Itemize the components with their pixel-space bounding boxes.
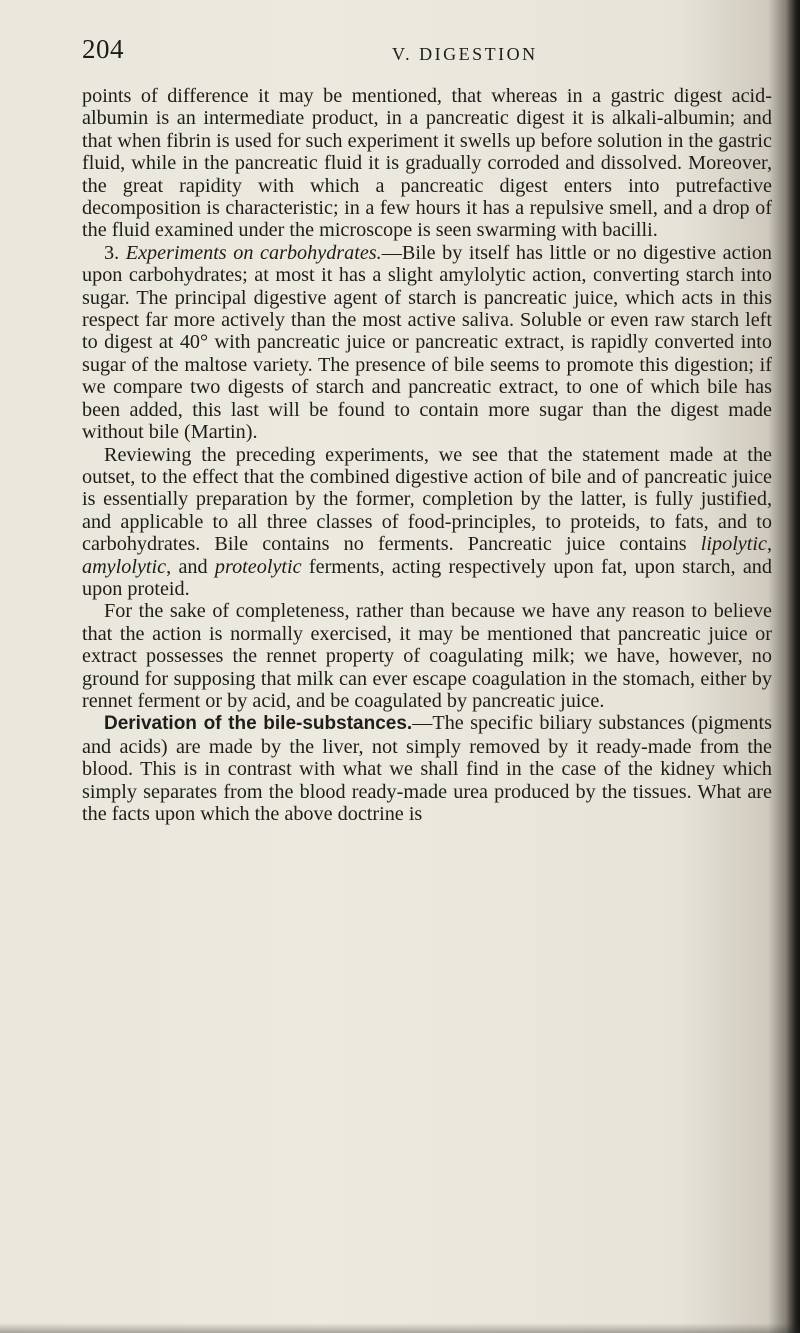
paragraph-3-text-a: Reviewing the preceding experiments, we see that the statement made at the outset, to the effect that the combined digestive action of bile and of pancreatic juice is essentially preparation by the former, completion by the latter, is fully justified, and applicable to all three classes of food-principles, to proteids, to fats, and to carbohydrates. Bile contains no ferments. Pancreatic juice contains <box>82 443 772 556</box>
term-amylolytic: amylolytic <box>82 555 167 578</box>
body-text <box>82 85 772 825</box>
term-proteolytic: proteolytic <box>214 555 302 578</box>
paragraph-2-text: —Bile by itself has little or no digestive action upon carbohydrates; at most it has a slight amylolytic action, converting starch into sugar. The principal digestive agent of starch is pancreatic juice, which acts in this respect far more actively than the most active saliva. Soluble or even raw starch left to digest at 40° with pancreatic juice or pancreatic extract, is rapidly converted into sugar of the maltose variety. The presence of bile seems to promote this digestion; if we compare two digests of starch and pancreatic extract, to one of which bile has been added, this last will be found to contain more sugar than the digest made without bile (Martin). <box>82 241 773 444</box>
page-edge-shadow <box>786 0 800 1333</box>
paragraph-4: For the sake of completeness, rather than because we have any reason to believe that the action is normally exercised, it may be mentioned that pancreatic juice or extract possesses the rennet property of coagulating milk; we have, however, no ground for supposing that milk can ever escape coagulation in the stomach, either by rennet ferment or by acid, and be coagulated by pancreatic juice. <box>82 600 772 712</box>
section-heading-derivation: Derivation of the bile-substances. <box>104 713 413 735</box>
paragraph-3-sep-1: , <box>766 533 772 556</box>
running-head: V. DIGESTION <box>392 44 538 64</box>
paragraph-5 <box>82 712 772 825</box>
page-bottom-shadow <box>0 1323 800 1333</box>
paragraph-1: points of difference it may be mentioned, that whereas in a gastric digest acid-albumin is an intermediate product, in a pancreatic digest it is alkali-albumin; and that when fibrin is used for such experiment it swells up before solution in the gastric fluid, while in the pancreatic fluid it is gradually corroded and dissolved. Moreover, the great rapidity with which a pancreatic digest enters into putrefactive decomposition is characteristic; in a few hours it has a repulsive smell, and a drop of the fluid examined under the microscope is seen swarming with bacilli. <box>82 85 772 242</box>
section-number: 3. <box>104 241 120 264</box>
page-header <box>82 34 772 74</box>
term-lipolytic: lipolytic <box>700 533 767 556</box>
paragraph-3-text-b: ferments, acting respectively upon fat, upon starch, and upon proteid. <box>82 555 772 600</box>
section-title: Experiments on carbohydrates. <box>125 241 382 264</box>
paragraph-3-sep-2: , and <box>166 555 215 578</box>
paragraph-2 <box>82 242 772 444</box>
page-number: 204 <box>82 34 124 64</box>
paragraph-5-text: —The specific biliary substances (pigments and acids) are made by the liver, not simply removed by it ready-made from the blood. This is in contrast with what we shall find in the case of the kidney which simply separates from the blood ready-made urea produced by the tissues. What are the facts upon which the above doctrine is <box>82 712 772 825</box>
paragraph-3 <box>82 444 772 601</box>
